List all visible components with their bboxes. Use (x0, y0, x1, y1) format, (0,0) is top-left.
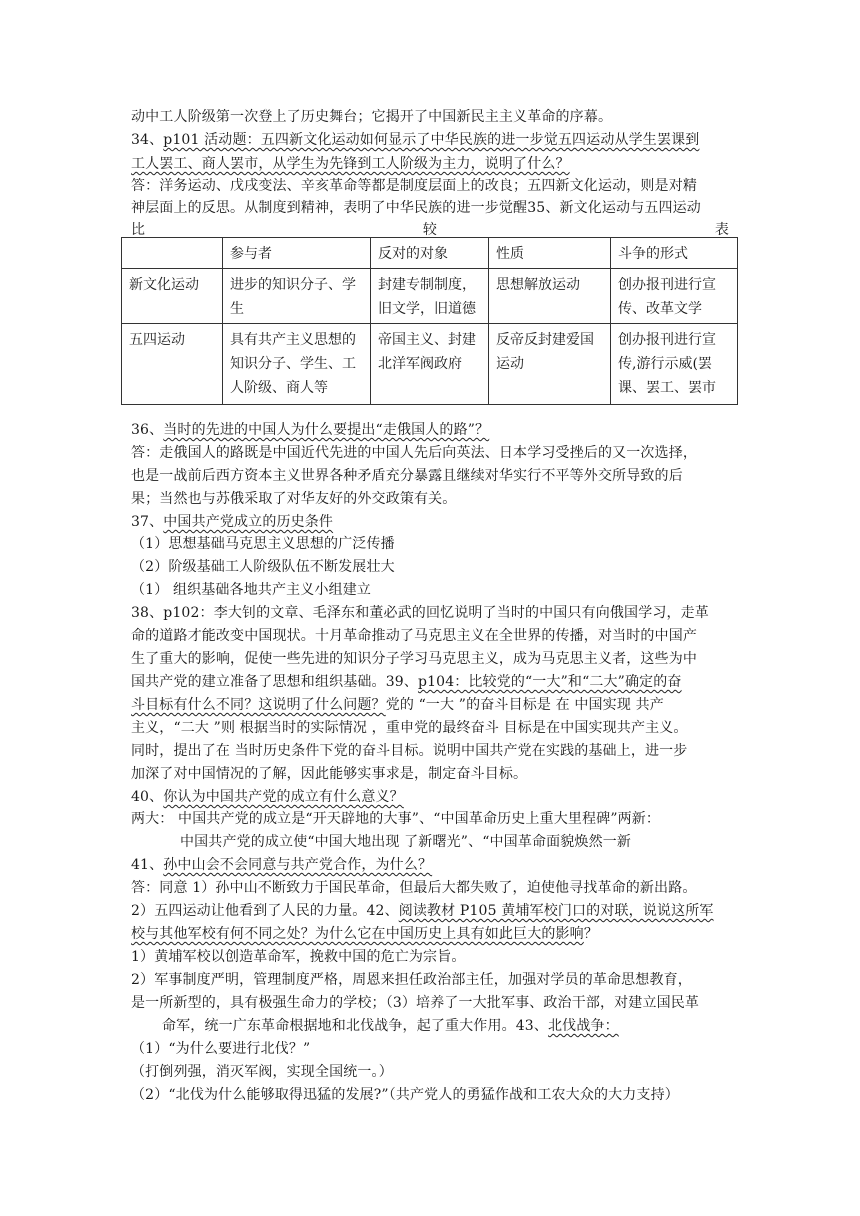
question-42-underlined: 阅读教材 P105 黄埔军校门口的对联，说说这所军 (398, 903, 714, 919)
question-34-line-2 (131, 153, 729, 177)
question-39-line-2 (131, 694, 729, 718)
answer-line: 主义，“二大 ”则 根据当时的实际情况 ，重申党的最终奋斗 目标是在中国实现共产主义。 (131, 720, 688, 736)
question-43-underlined: 北伐战争： (548, 1018, 619, 1034)
answer-line: 2）军事制度严明，管理制度严格，周恩来担任政治部主任，加强对学员的革命思想教育， (131, 972, 692, 988)
table-header-cell: 斗争的形式 (611, 238, 738, 269)
table-cell: 创办报刊进行宣传、改革文学 (611, 269, 738, 324)
answer-text: 命军，统一广东革命根据地和北伐战争，起了重大作用。43、 (162, 1018, 549, 1034)
question-39-underlined-2: 斗目标有什么不同？这说明了什么问题？ (131, 697, 386, 713)
caption-char: 表 (714, 222, 729, 238)
answer-text: 党的 “一大 ”的奋斗目标是 在 中国实现 共产 (385, 697, 664, 713)
table-cell: 思想解放运动 (489, 269, 611, 324)
table-row (122, 269, 738, 324)
answer-line: 也是一战前后西方资本主义世界各种矛盾充分暴露且继续对华实行不平等外交所导致的后 (131, 468, 683, 484)
answer-line: 生了重大的影响，促使一些先进的知识分子学习马克思主义，成为马克思主义者，这些为中 (131, 651, 697, 667)
question-42-line-2 (131, 923, 729, 947)
question-42-line (131, 900, 729, 924)
answer-text: 2）五四运动让他看到了人民的力量。42、 (131, 903, 399, 919)
table-header-row (122, 238, 738, 269)
table-header-cell (122, 238, 223, 269)
answer-line-indented: 中国共产党的成立使“中国大地出现 了新曙光”、“中国革命面貌焕然一新 (180, 834, 632, 850)
answer-line: 答：走俄国人的路既是中国近代先进的中国人先后向英法、日本学习受挫后的又一次选择， (131, 445, 697, 461)
question-34-line (131, 129, 729, 153)
table-cell: 帝国主义、封建北洋军阀政府 (371, 324, 489, 405)
question-41-underlined: 孙中山会不会同意与共产党合作，为什么？ (163, 857, 433, 873)
question-36-underlined: 当时的先进的中国人为什么要提出“走俄国人的路”？ (163, 422, 490, 438)
answer-line: 答：同意 1）孙中山不断致力于国民革命，但最后大都失败了，迫使他寻找革命的新出路。 (131, 880, 697, 896)
question-37-line (131, 511, 729, 535)
list-item: （1）思想基础马克思主义思想的广泛传播 (131, 536, 395, 552)
table-cell: 五四运动 (122, 324, 223, 405)
table-cell: 具有共产主义思想的知识分子、学生、工人阶级、商人等 (223, 324, 371, 405)
text-line: 动中工人阶级第一次登上了历史舞台；它揭开了中国新民主主义革命的序幕。 (131, 109, 613, 125)
question-number: 37、 (131, 514, 164, 530)
answer-line: 是一所新型的，具有极强生命力的学校；（3）培养了一大批军事、政治干部，对建立国民革 (131, 995, 700, 1011)
table-header-cell: 反对的对象 (371, 238, 489, 269)
question-42-underlined-2: 校与其他军校有何不同之处？为什么它在中国历史上具有如此巨大的影响 (131, 926, 584, 942)
question-43-line (162, 1015, 729, 1039)
table-cell: 封建专制制度，旧文学，旧道德 (371, 269, 489, 324)
question-37-underlined: 中国共产党成立的历史条件 (163, 514, 334, 530)
list-item: （2）阶级基础工人阶级队伍不断发展壮大 (131, 559, 395, 575)
table-row (122, 324, 738, 405)
answer-text: ？ (583, 926, 598, 942)
question-39-line (131, 671, 729, 695)
answer-line: 神层面上的反思。从制度到精神，表明了中华民族的进一步觉醒35、新文化运动与五四运动 (131, 200, 701, 216)
question-number: 41、 (131, 857, 164, 873)
question-39-underlined: p104：比较党的“一大”和“二大”确定的奋 (417, 674, 682, 690)
comparison-table (121, 237, 738, 405)
answer-line: 答：洋务运动、戊戌变法、辛亥革命等都是制度层面上的改良；五四新文化运动，则是对精 (131, 178, 697, 194)
table-cell: 反帝反封建爱国运动 (489, 324, 611, 405)
list-item: （1）“为什么要进行北伐？” (131, 1041, 311, 1057)
answer-line: 命的道路才能改变中国现状。十月革命推动了马克思主义在全世界的传播，对当时的中国产 (131, 628, 697, 644)
question-40-line (131, 786, 729, 810)
list-item: （2）“北伐为什么能够取得迅猛的发展?”（共产党人的勇猛作战和工农大众的大力支持） (131, 1087, 679, 1103)
answer-line: 同时，提出了在 当时历史条件下党的奋斗目标。说明中国共产党在实践的基础上，进一步 (131, 743, 688, 759)
question-36-line (131, 419, 729, 443)
table-header-cell: 参与者 (223, 238, 371, 269)
question-40-underlined: 你认为中国共产党的成立有什么意义？ (163, 789, 404, 805)
question-number: 40、 (131, 789, 164, 805)
table-cell: 新文化运动 (122, 269, 223, 324)
list-item: （打倒列强，消灭军阀，实现全国统一。） (131, 1064, 393, 1080)
question-number: 34、 (131, 132, 164, 148)
question-34-underlined-2: 工人罢工、商人罢市，从学生为先锋到工人阶级为主力，说明了什么？ (131, 156, 570, 172)
table-header-cell: 性质 (489, 238, 611, 269)
answer-line: 果；当然也与苏俄采取了对华友好的外交政策有关。 (131, 491, 457, 507)
question-34-underlined: p101 活动题：五四新文化运动如何显示了中华民族的进一步觉五四运动从学生罢课到 (163, 132, 700, 148)
question-41-line (131, 854, 729, 878)
answer-line: 加深了对中国情况的了解，因此能够实事求是，制定奋斗目标。 (131, 766, 528, 782)
table-cell: 创办报刊进行宣传,游行示威(罢课、罢工、罢市 (611, 324, 738, 405)
question-number: 36、 (131, 422, 164, 438)
answer-text: 国共产党的建立准备了思想和组织基础。39、 (131, 674, 418, 690)
answer-line: 1）黄埔军校以创造革命军，挽救中国的危亡为宗旨。 (131, 949, 466, 965)
answer-line: 两大： 中国共产党的成立是“开天辟地的大事”、“中国革命历史上重大里程碑”两新： (131, 811, 661, 827)
list-item: （1） 组织基础各地共产主义小组建立 (131, 582, 372, 598)
caption-char: 较 (422, 222, 438, 238)
table-cell: 进步的知识分子、学生 (223, 269, 371, 324)
caption-char: 比 (131, 222, 146, 238)
answer-line: 38、p102：李大钊的文章、毛泽东和董必武的回忆说明了当时的中国只有向俄国学习，走革 (131, 605, 709, 621)
